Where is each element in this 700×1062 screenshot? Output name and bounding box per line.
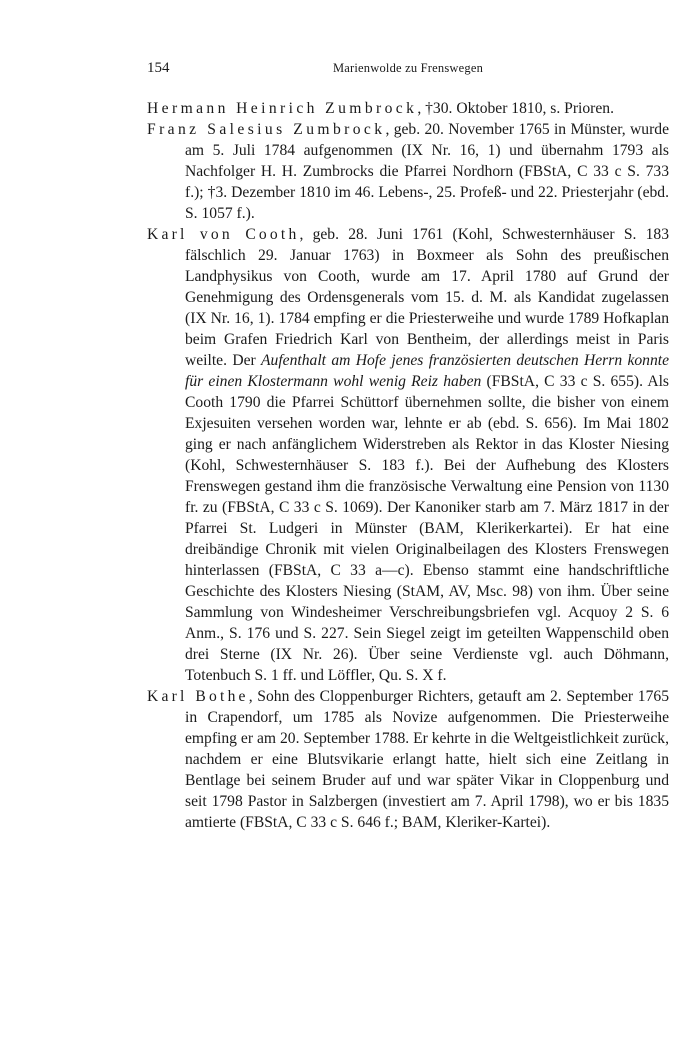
entry-text: , †30. Oktober 1810, s. Prioren.: [417, 100, 614, 117]
entry-name: Karl Bothe: [147, 688, 249, 705]
entry-text: , geb. 28. Juni 1761 (Kohl, Schwesternhäuser S. 183 fälschlich 29. Januar 1763) in Boxmeer als Sohn des preußischen Landphysikus von Cooth, wurde am 17. April 1780 auf Grund der Genehmigung des Ordensgenerals vom 15. d. M. als Kandidat zugelassen (IX Nr. 16, 1). 1784 empfing er die Priesterweihe und wurde 1789 Hofkaplan beim Grafen Friedrich Karl von Bentheim, der allerdings meist in Paris weilte. Der: [185, 226, 670, 369]
entry-quote: Aufenthalt am Hofe jenes französierten deutschen Herrn konnte für einen Klostermann wohl wenig Reiz haben: [185, 352, 670, 390]
entry-karl-von-cooth: [147, 224, 669, 686]
entry-list: [147, 98, 669, 833]
page-header: [147, 60, 669, 84]
entry-hermann-heinrich-zumbrock: [147, 98, 669, 119]
entry-franz-salesius-zumbrock: [147, 119, 669, 224]
running-title: Marienwolde zu Frenswegen: [332, 61, 484, 75]
entry-name: Franz Salesius Zumbrock: [147, 121, 386, 138]
entry-text: , geb. 20. November 1765 in Münster, wurde am 5. Juli 1784 aufgenommen (IX Nr. 16, 1) und übernahm 1793 als Nachfolger H. H. Zumbrocks die Pfarrei Nordhorn (FBStA, C 33 c S. 733 f.); †3. Dezember 1810 im 46. Lebens-, 25. Profeß- und 22. Priesterjahr (ebd. S. 1057 f.).: [185, 121, 669, 222]
book-page: [147, 60, 669, 833]
page-number: 154: [147, 60, 170, 76]
entry-name: Karl von Cooth: [147, 226, 300, 243]
entry-name: Hermann Heinrich Zumbrock: [147, 100, 418, 117]
entry-text: , Sohn des Cloppenburger Richters, getauft am 2. September 1765 in Crapendorf, um 1785 als Novize aufgenommen. Die Priesterweihe empfing er am 20. September 1788. Er kehrte in die Weltgeistlichkeit zurück, nachdem er eine Blutsvikarie erlangt hatte, hielt sich eine Zeitlang in Bentlage bei seinem Bruder auf und war später Vikar in Cloppenburg und seit 1798 Pastor in Salzbergen (investiert am 7. April 1798), wo er bis 1835 amtierte (FBStA, C 33 c S. 646 f.; BAM, Kleriker-Kartei).: [185, 688, 669, 831]
entry-text-continued: (FBStA, C 33 c S. 655). Als Cooth 1790 die Pfarrei Schüttorf übernehmen sollte, die bisher von einem Exjesuiten versehen worden war, lehnte er ab (ebd. S. 656). Im Mai 1802 ging er nach anfänglichem Widerstreben als Rektor in das Kloster Niesing (Kohl, Schwesternhäuser S. 183 f.). Bei der Aufhebung des Klosters Frenswegen gestand ihm die französische Verwaltung eine Pension von 1130 fr. zu (FBStA, C 33 c S. 1069). Der Kanoniker starb am 7. März 1817 in der Pfarrei St. Ludgeri in Münster (BAM, Klerikerkartei). Er hat eine dreibändige Chronik mit vielen Originalbeilagen des Klosters Frenswegen hinterlassen (FBStA, C 33 a—c). Ebenso stammt eine handschriftliche Geschichte des Klosters Niesing (StAM, AV, Msc. 98) von ihm. Über seine Sammlung von Windesheimer Verschreibungsbriefen vgl. Acquoy 2 S. 6 Anm., S. 176 und S. 227. Sein Siegel zeigt im geteilten Wappenschild oben drei Sterne (IX Nr. 26). Über seine Verdienste vgl. auch Döhmann, Totenbuch S. 1 ff. und Löffler, Qu. S. X f.: [185, 373, 669, 684]
entry-karl-bothe: [147, 686, 669, 833]
